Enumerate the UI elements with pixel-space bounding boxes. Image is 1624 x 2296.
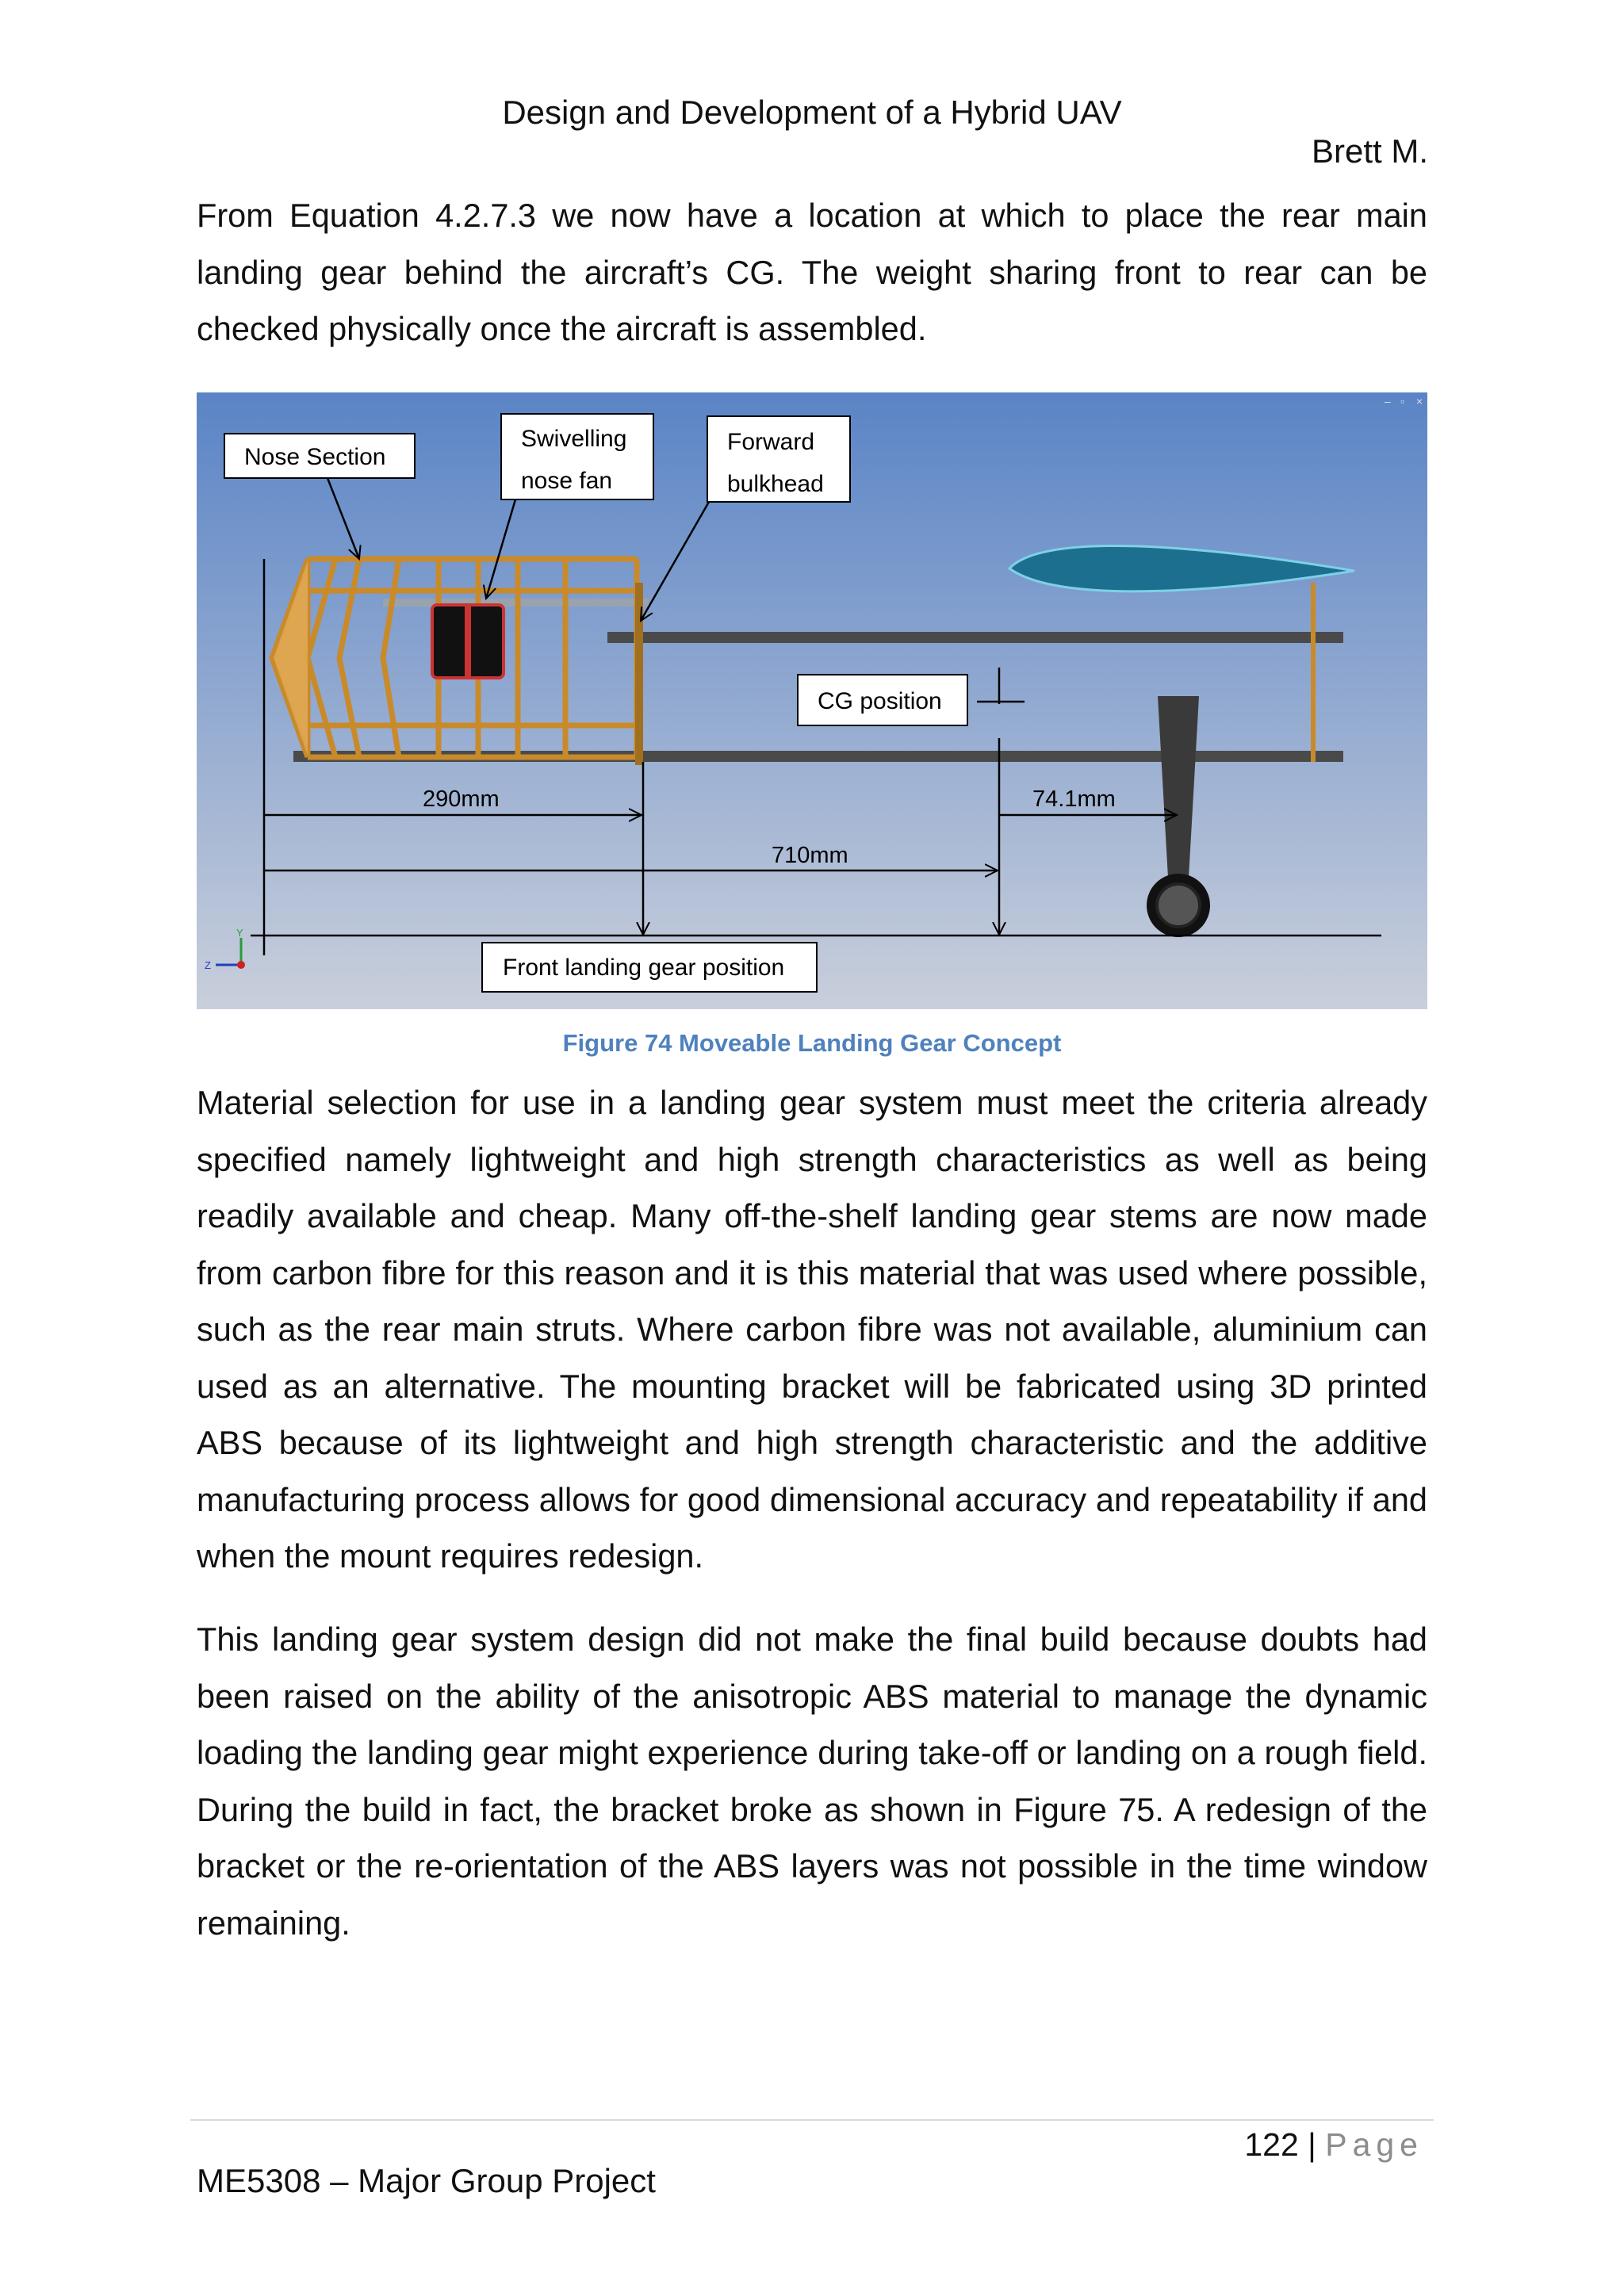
dimension-74-label: 74.1mm <box>1032 786 1116 812</box>
callout-cg-position <box>798 675 967 725</box>
footer-course: ME5308 – Major Group Project <box>197 2162 656 2199</box>
header-author: Brett M. <box>1311 132 1428 170</box>
paragraph-2: Material selection for use in a landing gear system must meet the criteria already specified namely lightweight and high strength characteristics as well as being readily available and cheap. Many off-the-shelf landing gear stems are now made from carbon fibre for this reason and it is this material that was used where possible, such as the rear main struts. Where carbon fibre was not available, aluminium can used as an alternative. The mounting bracket will be fabricated using 3D printed ABS because of its lightweight and high strength characteristic and the additive manufacturing process allows for good dimensional accuracy and repeatability if and when the mount requires redesign. <box>197 1084 1427 1575</box>
callout-nose-section-text: Nose Section <box>244 444 386 470</box>
page-number-separator: | <box>1308 2126 1316 2163</box>
callout-forward-bulkhead <box>707 416 850 502</box>
svg-text:–: – <box>1385 395 1391 408</box>
upper-carbon-rod <box>607 632 1343 643</box>
page-word: Page <box>1325 2126 1423 2163</box>
callout-nose-section <box>224 434 415 478</box>
axis-y-label: Y <box>236 927 243 939</box>
svg-text:▫: ▫ <box>1400 395 1404 408</box>
footer-divider <box>190 2119 1434 2121</box>
nose-fan-motor-band <box>465 605 471 678</box>
callout-cg-position-text: CG position <box>818 688 942 714</box>
svg-text:×: × <box>1416 395 1423 408</box>
header-title: Design and Development of a Hybrid UAV <box>502 94 1122 131</box>
callout-front-gear-text: Front landing gear position <box>503 955 785 981</box>
page-number-value: 122 <box>1244 2126 1299 2163</box>
callout-swivelling-nose-fan <box>501 414 653 499</box>
axis-z-label: Z <box>205 959 211 971</box>
callout-forward-line1: Forward <box>727 429 815 455</box>
callout-front-gear-position <box>482 943 817 992</box>
callout-swivelling-line1: Swivelling <box>521 426 627 452</box>
dimension-290-label: 290mm <box>423 786 500 812</box>
landing-gear-figure <box>197 392 1427 1009</box>
figure-caption: Figure 74 Moveable Landing Gear Concept <box>562 1029 1062 1057</box>
dimension-710-label: 710mm <box>772 843 848 868</box>
page-number <box>1244 2126 1423 2164</box>
rear-wheel-hub <box>1157 884 1200 927</box>
tail-post <box>1311 583 1316 762</box>
paragraph-1: From Equation 4.2.7.3 we now have a location at which to place the rear main landing gear behind the aircraft’s CG. The weight sharing front to rear can be checked physically once the aircraft is assembled. <box>197 197 1427 347</box>
landing-gear-diagram <box>197 392 1427 1009</box>
callout-forward-line2: bulkhead <box>727 471 824 497</box>
paragraph-3: This landing gear system design did not make the final build because doubts had been raised on the ability of the anisotropic ABS material to manage the dynamic loading the landing gear might experience during take-off or landing on a rough field. During the build in fact, the bracket broke as shown in Figure 75. A redesign of the bracket or the re-orientation of the ABS layers was not possible in the time window remaining. <box>197 1621 1427 1942</box>
callout-swivelling-line2: nose fan <box>521 468 613 494</box>
forward-bulkhead <box>635 583 643 765</box>
window-controls-icon <box>1385 395 1423 408</box>
